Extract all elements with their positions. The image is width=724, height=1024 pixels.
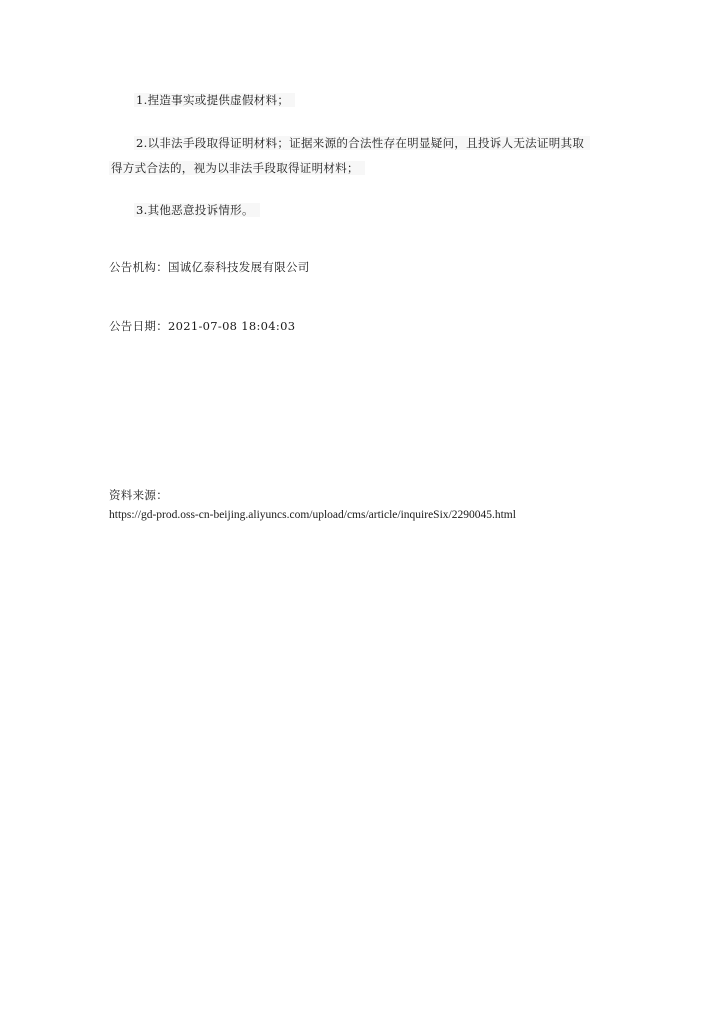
list-item-1 [134, 92, 295, 109]
list-item-2-text-2: 得方式合法的，视为以非法手段取得证明材料； [109, 161, 365, 175]
list-item-2-text-1: 2.以非法手段取得证明材料；证据来源的合法性存在明显疑问，且投诉人无法证明其取 [134, 136, 590, 150]
announcement-date: 公告日期：2021-07-08 18:04:03 [109, 319, 296, 333]
list-item-3 [134, 202, 260, 219]
list-item-2-line-2 [109, 160, 365, 177]
list-item-3-text: 3.其他恶意投诉情形。 [134, 203, 260, 217]
source-label: 资料来源： [109, 488, 168, 502]
announcement-org: 公告机构：国诚亿泰科技发展有限公司 [109, 260, 310, 274]
list-item-1-text: 1.捏造事实或提供虚假材料； [134, 93, 295, 107]
list-item-2-line-1 [134, 135, 590, 152]
source-url: https://gd-prod.oss-cn-beijing.aliyuncs.com/upload/cms/article/inquireSix/2290045.html [109, 509, 516, 521]
